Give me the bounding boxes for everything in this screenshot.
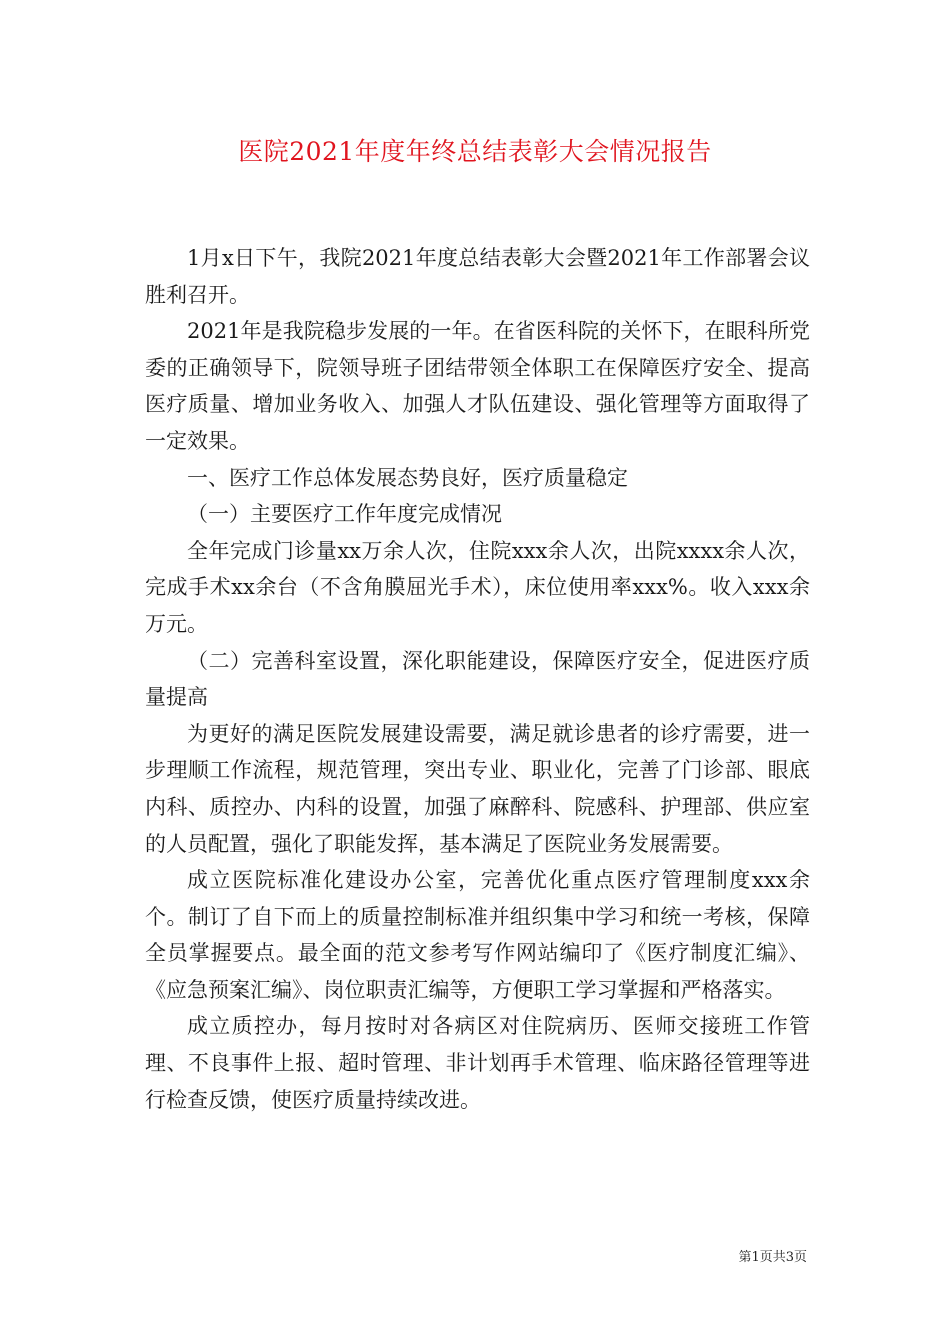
section-heading: 一、医疗工作总体发展态势良好，医疗质量稳定 (187, 465, 628, 490)
subsection-heading: （二）完善科室设置，深化职能建设，保障医疗安全，促进医疗质量提高 (145, 648, 810, 710)
paragraph: 全年完成门诊量xx万余人次，住院xxx余人次，出院xxxx余人次，完成手术xx余台（不含角膜屈光手术），床位使用率xxx%。收入xxx余万元。 (145, 538, 810, 636)
paragraph: 1月x日下午，我院2021年度总结表彰大会暨2021年工作部署会议胜利召开。 (145, 246, 810, 307)
paragraph: 成立医院标准化建设办公室，完善优化重点医疗管理制度xxx余个。制订了自下而上的质量控制标准并组织集中学习和统一考核，保障全员掌握要点。最全面的范文参考写作网站编印了《医疗制度汇编》、《应急预案汇编》、岗位职责汇编等，方便职工学习掌握和严格落实。 (145, 868, 810, 1002)
document-body (145, 240, 810, 1118)
paragraph: 成立质控办，每月按时对各病区对住院病历、医师交接班工作管理、不良事件上报、超时管理、非计划再手术管理、临床路径管理等进行检查反馈，使医疗质量持续改进。 (145, 1014, 810, 1112)
document-title: 医院2021年度年终总结表彰大会情况报告 (238, 137, 712, 166)
page-number: 第1页共3页 (738, 1250, 807, 1265)
paragraph: 2021年是我院稳步发展的一年。在省医科院的关怀下，在眼科所党委的正确领导下，院领导班子团结带领全体职工在保障医疗安全、提高医疗质量、增加业务收入、加强人才队伍建设、强化管理等方面取得了一定效果。 (145, 319, 810, 453)
paragraph: 为更好的满足医院发展建设需要，满足就诊患者的诊疗需要，进一步理顺工作流程，规范管理，突出专业、职业化，完善了门诊部、眼底内科、质控办、内科的设置，加强了麻醉科、院感科、护理部、供应室的人员配置，强化了职能发挥，基本满足了医院业务发展需要。 (145, 721, 810, 856)
subsection-heading: （一）主要医疗工作年度完成情况 (187, 502, 502, 527)
